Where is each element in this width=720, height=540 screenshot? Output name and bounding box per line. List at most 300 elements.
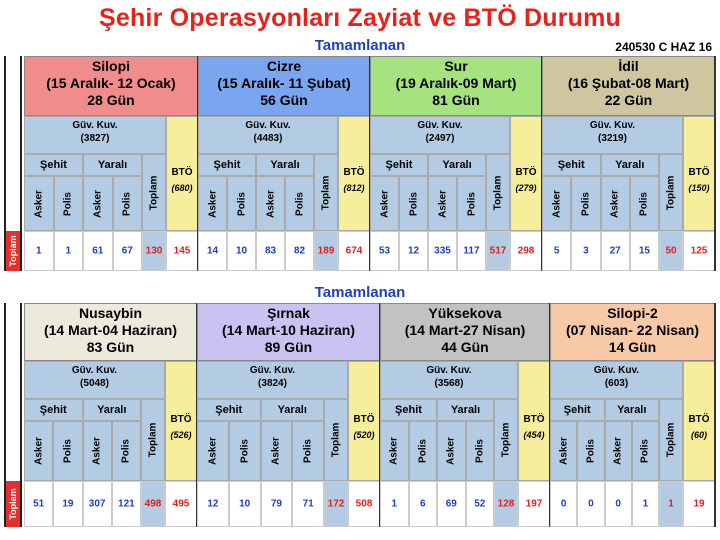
- guv-kuv-total: (4483): [253, 133, 283, 144]
- value-bto-text: 197: [525, 498, 543, 510]
- yarali-asker-header: [428, 176, 457, 231]
- value-toplam-text: 50: [665, 245, 677, 257]
- operation-header: [542, 56, 715, 116]
- guv-kuv-header: [24, 116, 166, 154]
- yarali-label: Yaralı: [97, 404, 127, 416]
- value-yarali-asker-text: 69: [445, 498, 457, 510]
- yarali-asker-header: [437, 421, 466, 481]
- value-yarali-asker-text: 79: [270, 498, 282, 510]
- value-sehit-polis-text: 6: [419, 498, 426, 510]
- guv-kuv-total: (3824): [258, 378, 287, 389]
- sehit-label: Şehit: [385, 159, 413, 171]
- sehit-label: Şehit: [557, 159, 585, 171]
- polis-label: Polis: [474, 439, 486, 463]
- operation-name: Silopi-2: [607, 305, 658, 321]
- value-toplam: [494, 481, 518, 527]
- bto-count: (812): [343, 182, 365, 193]
- yarali-polis-header: [112, 421, 141, 481]
- value-sehit-polis: [53, 481, 82, 527]
- operation-name: Silopi: [91, 58, 131, 74]
- operation-days: 14 Gün: [608, 339, 657, 355]
- value-sehit-polis-text: 3: [583, 245, 589, 257]
- operation-dates: (14 Mart-10 Haziran): [221, 322, 356, 338]
- operation-name: Şırnak: [267, 305, 310, 321]
- bto-count: (526): [170, 430, 192, 441]
- sehit-polis-header: [54, 176, 84, 231]
- value-sehit-polis-text: 19: [62, 498, 74, 510]
- sehit-header: [198, 154, 256, 176]
- asker-label: Asker: [551, 189, 563, 218]
- guv-kuv-total: (2497): [425, 133, 455, 144]
- toplam-column-label: Toplam: [665, 175, 677, 210]
- operation-name: Nusaybin: [78, 305, 142, 321]
- operation-dates: (19 Aralık-09 Mart): [395, 75, 517, 91]
- asker-label: Asker: [445, 437, 457, 465]
- value-sehit-polis-text: 0: [588, 498, 594, 510]
- polis-label: Polis: [121, 191, 133, 216]
- sehit-asker-header: [197, 421, 229, 481]
- toplam-column-label: Toplam: [148, 175, 160, 210]
- page-title: Şehir Operasyonları Zayiat ve BTÖ Durumu: [98, 4, 622, 32]
- value-sehit-polis-text: 10: [239, 498, 251, 510]
- sehit-label: Şehit: [213, 159, 241, 171]
- value-yarali-polis-text: 82: [293, 245, 306, 257]
- value-yarali-polis: [292, 481, 324, 527]
- yarali-asker-header: [83, 176, 113, 231]
- bto-label: BTÖ: [343, 166, 365, 178]
- bto-label: BTÖ: [515, 166, 537, 178]
- guv-kuv-header: [198, 116, 338, 154]
- guv-kuv-label: Güv. Kuv.: [71, 365, 118, 376]
- toplam-row-text: Toplam: [8, 488, 18, 520]
- guv-kuv-total: (603): [604, 378, 629, 389]
- value-sehit-asker: [542, 231, 571, 271]
- bto-count: (150): [688, 182, 710, 193]
- operation-dates: (07 Nisan- 22 Nisan): [565, 322, 700, 338]
- toplam-column-label: Toplam: [147, 422, 159, 458]
- sehit-asker-header: [550, 421, 577, 481]
- value-yarali-polis: [113, 231, 143, 271]
- value-yarali-asker-text: 307: [88, 498, 106, 510]
- value-sehit-polis: [229, 481, 261, 527]
- value-yarali-polis: [285, 231, 314, 271]
- value-toplam-text: 128: [497, 498, 515, 510]
- sehit-label: Şehit: [215, 404, 243, 416]
- asker-label: Asker: [609, 189, 621, 218]
- sehit-polis-header: [399, 176, 428, 231]
- asker-label: Asker: [379, 189, 390, 218]
- guv-kuv-header: [550, 361, 683, 399]
- sehit-asker-header: [24, 421, 53, 481]
- value-yarali-polis: [466, 481, 495, 527]
- bto-label: BTÖ: [523, 413, 545, 425]
- guv-kuv-label: Güv. Kuv.: [249, 365, 296, 376]
- operation-dates: (15 Aralık- 11 Şubat): [217, 75, 351, 91]
- guv-kuv-label: Güv. Kuv.: [417, 120, 463, 131]
- value-toplam: [486, 231, 510, 271]
- toplam-row-label: [6, 231, 20, 271]
- value-bto-text: 508: [355, 498, 373, 510]
- bto-header: [683, 116, 715, 231]
- value-toplam: [142, 231, 166, 271]
- value-yarali-asker: [83, 231, 113, 271]
- value-sehit-polis-text: 12: [407, 245, 420, 257]
- yarali-polis-header: [632, 421, 659, 481]
- section-label-completed-1: Tamamlanan: [314, 37, 406, 54]
- polis-label: Polis: [302, 439, 314, 463]
- bto-label: BTÖ: [170, 413, 192, 425]
- asker-label: Asker: [33, 437, 45, 465]
- yarali-header: [437, 399, 494, 421]
- value-toplam: [141, 481, 165, 527]
- value-yarali-asker-text: 0: [615, 498, 621, 510]
- sehit-polis-header: [409, 421, 438, 481]
- polis-label: Polis: [62, 191, 74, 216]
- operation-name: İdil: [618, 58, 639, 74]
- value-bto: [165, 481, 197, 527]
- bto-header: [338, 116, 370, 231]
- value-yarali-asker: [428, 231, 457, 271]
- value-toplam-text: 498: [144, 498, 162, 510]
- toplam-column-header: [314, 154, 338, 231]
- yarali-asker-header: [261, 421, 293, 481]
- operation-header: [380, 303, 550, 361]
- operation-6: [380, 303, 550, 527]
- operation-header: [550, 303, 715, 361]
- bto-label: BTÖ: [171, 166, 193, 178]
- value-sehit-polis-text: 10: [235, 245, 248, 257]
- yarali-header: [83, 154, 142, 176]
- value-yarali-polis: [457, 231, 486, 271]
- value-bto: [683, 231, 715, 271]
- bto-count: (279): [515, 182, 537, 193]
- yarali-asker-header: [83, 421, 112, 481]
- toplam-row-text: Toplam: [8, 235, 18, 267]
- value-bto-text: 125: [690, 245, 708, 257]
- toplam-column-header: [324, 399, 348, 481]
- guv-kuv-total: (3568): [434, 378, 464, 389]
- operation-name: Yüksekova: [428, 305, 502, 321]
- value-sehit-polis: [54, 231, 84, 271]
- sehit-polis-header: [227, 176, 256, 231]
- sehit-label: Şehit: [39, 404, 67, 416]
- sehit-asker-header: [198, 176, 227, 231]
- guv-kuv-label: Güv. Kuv.: [245, 120, 291, 131]
- value-yarali-asker-text: 61: [92, 245, 104, 257]
- value-sehit-polis: [409, 481, 438, 527]
- value-yarali-asker: [261, 481, 293, 527]
- operation-7: [550, 303, 715, 527]
- operation-header: [370, 56, 542, 116]
- bto-label: BTÖ: [688, 413, 710, 425]
- operation-4: [24, 303, 197, 527]
- bto-count: (454): [523, 430, 545, 441]
- value-sehit-asker: [550, 481, 577, 527]
- sehit-asker-header: [380, 421, 409, 481]
- operations-table-2: [4, 303, 715, 527]
- yarali-label: Yaralı: [617, 404, 647, 416]
- yarali-polis-header: [630, 176, 659, 231]
- value-bto: [348, 481, 380, 527]
- value-yarali-polis-text: 52: [474, 498, 486, 510]
- toplam-column-label: Toplam: [500, 422, 512, 458]
- value-bto-text: 495: [172, 498, 190, 510]
- yarali-asker-header: [601, 176, 630, 231]
- value-yarali-polis: [112, 481, 141, 527]
- value-bto-text: 145: [173, 245, 191, 257]
- toplam-column-header: [659, 154, 683, 231]
- operation-dates: (16 Şubat-08 Mart): [567, 75, 690, 91]
- bto-count: (680): [171, 182, 193, 193]
- yarali-label: Yaralı: [97, 159, 128, 171]
- value-bto: [518, 481, 550, 527]
- value-toplam: [659, 231, 683, 271]
- polis-label: Polis: [236, 191, 247, 216]
- asker-label: Asker: [437, 189, 448, 218]
- operation-name: Sur: [444, 58, 468, 74]
- operation-header: [198, 56, 370, 116]
- bto-header: [518, 361, 550, 481]
- asker-label: Asker: [388, 437, 400, 465]
- value-sehit-asker: [198, 231, 227, 271]
- value-sehit-asker-text: 5: [553, 245, 560, 257]
- toplam-column-label: Toplam: [665, 422, 677, 458]
- value-yarali-polis: [632, 481, 659, 527]
- yarali-header: [256, 154, 314, 176]
- toplam-row-header: [4, 303, 22, 527]
- yarali-asker-header: [605, 421, 632, 481]
- value-bto-text: 298: [517, 245, 535, 257]
- yarali-header: [83, 399, 142, 421]
- yarali-header: [261, 399, 325, 421]
- asker-label: Asker: [33, 189, 45, 218]
- value-sehit-asker: [380, 481, 409, 527]
- yarali-label: Yaralı: [442, 159, 472, 171]
- bto-header: [683, 361, 715, 481]
- toplam-column-label: Toplam: [492, 175, 504, 210]
- value-toplam-text: 172: [327, 498, 345, 510]
- polis-label: Polis: [417, 439, 429, 463]
- value-sehit-asker: [24, 481, 53, 527]
- operations-table-1: [4, 56, 715, 271]
- value-yarali-asker: [437, 481, 466, 527]
- operation-divider: [714, 303, 716, 527]
- operation-days: 83 Gün: [86, 339, 135, 355]
- polis-label: Polis: [639, 439, 651, 463]
- operation-days: 89 Gün: [264, 339, 313, 355]
- polis-label: Polis: [239, 439, 251, 463]
- sehit-header: [24, 154, 83, 176]
- yarali-header: [428, 154, 486, 176]
- value-yarali-asker: [601, 231, 630, 271]
- value-sehit-asker-text: 1: [391, 498, 398, 510]
- operation-0: [24, 56, 198, 271]
- polis-label: Polis: [638, 191, 650, 216]
- operation-5: [197, 303, 380, 527]
- sehit-header: [197, 399, 261, 421]
- value-toplam: [314, 231, 338, 271]
- sehit-asker-header: [542, 176, 571, 231]
- yarali-polis-header: [285, 176, 314, 231]
- value-sehit-polis-text: 1: [65, 245, 72, 257]
- value-sehit-asker-text: 14: [206, 245, 219, 257]
- value-sehit-polis: [571, 231, 600, 271]
- yarali-header: [605, 399, 660, 421]
- value-sehit-asker: [197, 481, 229, 527]
- value-sehit-asker-text: 53: [378, 245, 391, 257]
- value-yarali-polis-text: 71: [302, 498, 314, 510]
- operation-1: [198, 56, 370, 271]
- operation-header: [197, 303, 380, 361]
- bto-count: (60): [690, 430, 707, 441]
- sehit-label: Şehit: [40, 159, 67, 171]
- sehit-label: Şehit: [563, 404, 591, 416]
- value-toplam-text: 130: [145, 245, 163, 257]
- operation-dates: (14 Mart-04 Haziran): [43, 322, 178, 338]
- guv-kuv-total: (3827): [80, 133, 110, 144]
- guv-kuv-header: [197, 361, 348, 399]
- value-sehit-asker: [370, 231, 399, 271]
- polis-label: Polis: [294, 191, 305, 216]
- toplam-column-header: [659, 399, 683, 481]
- toplam-column-header: [494, 399, 518, 481]
- toplam-column-label: Toplam: [330, 422, 342, 458]
- operation-3: [542, 56, 715, 271]
- yarali-polis-header: [292, 421, 324, 481]
- value-toplam: [324, 481, 348, 527]
- section-label-completed-2: Tamamlanan: [314, 284, 406, 301]
- asker-label: Asker: [92, 189, 104, 218]
- sehit-header: [370, 154, 428, 176]
- guv-kuv-total: (5048): [80, 378, 109, 389]
- value-bto-text: 19: [693, 498, 705, 510]
- operation-header: [24, 56, 198, 116]
- operation-name: Cizre: [266, 58, 302, 74]
- value-bto: [510, 231, 542, 271]
- sehit-polis-header: [571, 176, 600, 231]
- asker-label: Asker: [207, 437, 219, 465]
- value-toplam-text: 517: [489, 245, 507, 257]
- polis-label: Polis: [585, 439, 597, 463]
- asker-label: Asker: [558, 437, 570, 465]
- value-yarali-polis: [630, 231, 659, 271]
- value-bto: [683, 481, 715, 527]
- value-sehit-polis: [399, 231, 428, 271]
- operation-days: 81 Gün: [432, 92, 480, 108]
- value-yarali-polis-text: 121: [118, 498, 135, 510]
- bto-header: [166, 116, 198, 231]
- value-sehit-asker-text: 0: [560, 498, 567, 510]
- guv-kuv-header: [380, 361, 518, 399]
- toplam-row-header: [4, 56, 22, 271]
- yarali-label: Yaralı: [450, 404, 481, 416]
- toplam-column-header: [141, 399, 165, 481]
- value-toplam-text: 1: [668, 498, 674, 510]
- value-yarali-polis-text: 1: [642, 498, 649, 510]
- bto-header: [348, 361, 380, 481]
- polis-label: Polis: [120, 439, 132, 463]
- yarali-asker-header: [256, 176, 285, 231]
- bto-label: BTÖ: [353, 413, 375, 425]
- value-yarali-asker: [605, 481, 632, 527]
- asker-label: Asker: [270, 437, 282, 465]
- bto-header: [510, 116, 542, 231]
- sehit-header: [542, 154, 601, 176]
- bto-label: BTÖ: [688, 166, 710, 178]
- value-sehit-asker-text: 12: [207, 498, 219, 510]
- value-sehit-asker-text: 1: [35, 245, 42, 257]
- value-yarali-asker: [83, 481, 112, 527]
- value-bto-text: 674: [345, 245, 363, 257]
- guv-kuv-label: Güv. Kuv.: [72, 120, 118, 131]
- sehit-label: Şehit: [395, 404, 422, 416]
- value-toplam: [659, 481, 683, 527]
- guv-kuv-header: [24, 361, 165, 399]
- value-yarali-polis-text: 117: [463, 245, 480, 257]
- polis-label: Polis: [466, 191, 477, 216]
- guv-kuv-label: Güv. Kuv.: [426, 365, 472, 376]
- operation-days: 56 Gün: [260, 92, 308, 108]
- yarali-polis-header: [457, 176, 486, 231]
- operation-days: 28 Gün: [87, 92, 135, 108]
- polis-label: Polis: [408, 191, 419, 216]
- document-code: 240530 C HAZ 16: [615, 40, 712, 54]
- bto-count: (520): [353, 430, 375, 441]
- sehit-polis-header: [577, 421, 604, 481]
- operation-divider: [714, 56, 716, 271]
- guv-kuv-label: Güv. Kuv.: [589, 120, 636, 131]
- toplam-column-label: Toplam: [320, 175, 332, 210]
- yarali-polis-header: [466, 421, 495, 481]
- value-yarali-asker-text: 27: [609, 245, 621, 257]
- yarali-label: Yaralı: [270, 159, 300, 171]
- yarali-label: Yaralı: [277, 404, 307, 416]
- value-yarali-polis-text: 15: [638, 245, 650, 257]
- toplam-column-header: [142, 154, 166, 231]
- guv-kuv-total: (3219): [598, 133, 627, 144]
- operation-dates: (15 Aralık- 12 Ocak): [46, 75, 176, 91]
- guv-kuv-label: Güv. Kuv.: [593, 365, 640, 376]
- guv-kuv-header: [542, 116, 683, 154]
- toplam-row-label: [6, 481, 20, 527]
- value-toplam-text: 189: [317, 245, 335, 257]
- yarali-label: Yaralı: [615, 159, 645, 171]
- bto-header: [165, 361, 197, 481]
- operation-2: [370, 56, 542, 271]
- polis-label: Polis: [62, 439, 74, 463]
- yarali-polis-header: [113, 176, 143, 231]
- polis-label: Polis: [580, 191, 592, 216]
- value-yarali-asker-text: 83: [264, 245, 277, 257]
- operation-dates: (14 Mart-27 Nisan): [404, 322, 526, 338]
- asker-label: Asker: [265, 189, 276, 218]
- asker-label: Asker: [612, 437, 624, 465]
- sehit-header: [550, 399, 605, 421]
- asker-label: Asker: [91, 437, 103, 465]
- value-yarali-asker-text: 335: [434, 245, 451, 257]
- asker-label: Asker: [207, 189, 218, 218]
- sehit-header: [380, 399, 437, 421]
- value-yarali-polis-text: 67: [121, 245, 133, 257]
- value-sehit-asker-text: 51: [33, 498, 45, 510]
- toplam-column-header: [486, 154, 510, 231]
- value-sehit-polis: [227, 231, 256, 271]
- value-sehit-asker: [24, 231, 54, 271]
- operation-days: 22 Gün: [604, 92, 653, 108]
- value-bto: [166, 231, 198, 271]
- sehit-asker-header: [24, 176, 54, 231]
- value-sehit-polis: [577, 481, 604, 527]
